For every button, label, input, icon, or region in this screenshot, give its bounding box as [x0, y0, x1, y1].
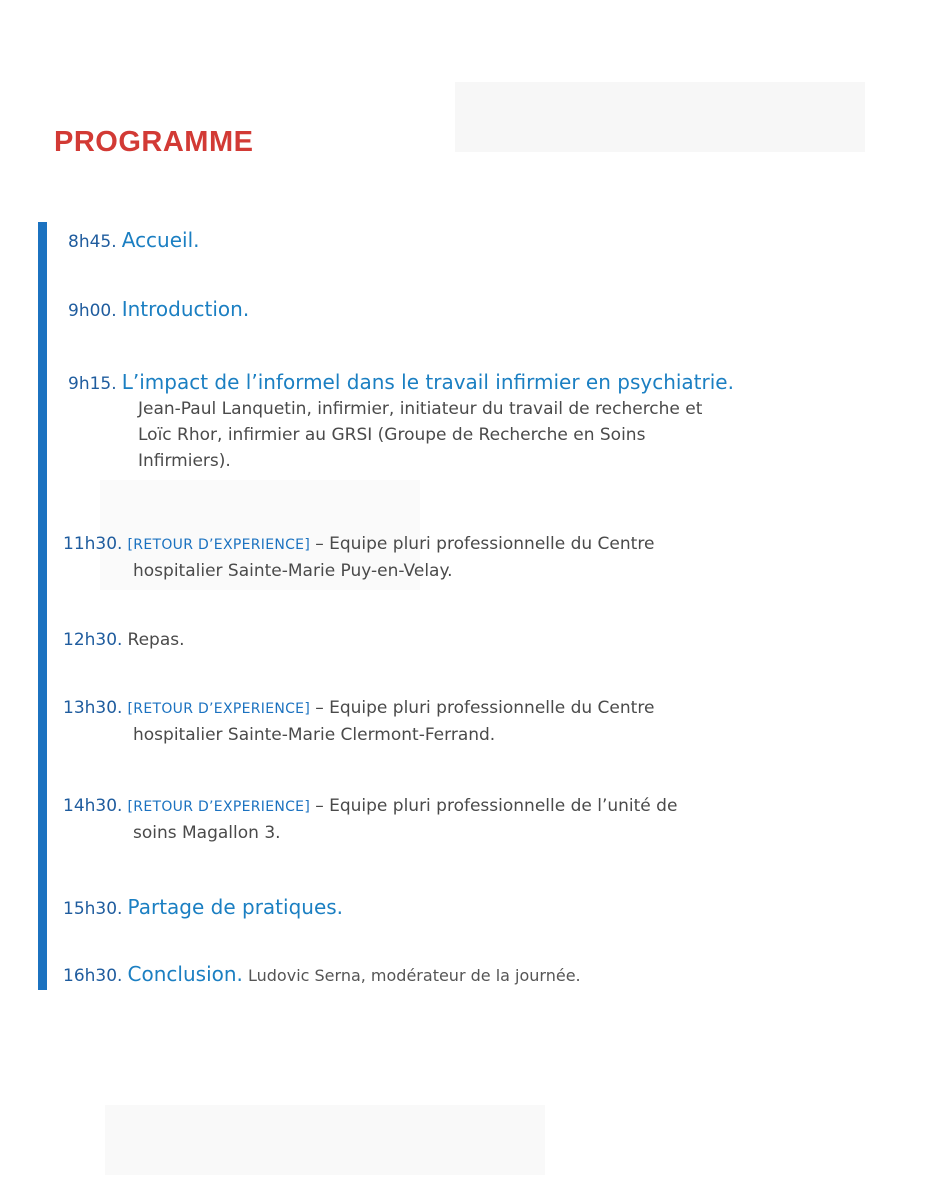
- schedule-heading: L’impact de l’informel dans le travail infirmier en psychiatrie.: [121, 370, 734, 394]
- speaker-line: Loïc Rhor, infirmier au GRSI (Groupe de Recherche en Soins: [138, 425, 646, 445]
- schedule-item-repas: [63, 630, 863, 650]
- schedule-item-retour-experience: [63, 698, 863, 748]
- schedule-description: – Equipe pluri professionnelle du Centre: [315, 534, 655, 554]
- schedule-item-impact-informel: [68, 370, 868, 474]
- schedule-item-partage-pratiques: [63, 895, 863, 919]
- schedule-heading: Accueil.: [121, 228, 200, 252]
- schedule-time: 16h30.: [63, 966, 123, 986]
- schedule-time: 15h30.: [63, 899, 123, 919]
- schedule-time: 14h30.: [63, 796, 123, 816]
- schedule-description-line: soins Magallon 3.: [133, 823, 281, 843]
- schedule-heading: Introduction.: [121, 297, 250, 321]
- schedule-description: – Equipe pluri professionnelle de l’unité de: [315, 796, 678, 816]
- speaker-line: Jean-Paul Lanquetin, infirmier, initiateur du travail de recherche et: [138, 399, 703, 419]
- bleed-through-banner: [455, 82, 865, 152]
- schedule-heading: Conclusion.: [127, 962, 243, 986]
- timeline-bar: [38, 222, 47, 990]
- schedule-time: 11h30.: [63, 534, 123, 554]
- schedule-description: Repas.: [127, 630, 185, 650]
- retour-experience-tag: [RETOUR D’EXPERIENCE]: [127, 799, 311, 815]
- speaker-line: Infirmiers).: [138, 451, 231, 471]
- page-title: PROGRAMME: [54, 126, 254, 158]
- schedule-item-conclusion: [63, 962, 863, 986]
- schedule-time: 9h15.: [68, 374, 117, 394]
- schedule-item-introduction: [68, 297, 868, 321]
- schedule-item-retour-experience: [63, 796, 863, 846]
- schedule-time: 8h45.: [68, 232, 117, 252]
- bleed-through-logo: [105, 1105, 545, 1175]
- schedule-item-retour-experience: [63, 534, 863, 584]
- retour-experience-tag: [RETOUR D’EXPERIENCE]: [127, 701, 311, 717]
- schedule-heading: Partage de pratiques.: [127, 895, 344, 919]
- schedule-time: 13h30.: [63, 698, 123, 718]
- schedule-description-line: hospitalier Sainte-Marie Puy-en-Velay.: [133, 561, 453, 581]
- schedule-time: 9h00.: [68, 301, 117, 321]
- schedule-item-accueil: [68, 228, 868, 252]
- schedule-time: 12h30.: [63, 630, 123, 650]
- schedule-description: – Equipe pluri professionnelle du Centre: [315, 698, 655, 718]
- schedule-description-line: hospitalier Sainte-Marie Clermont-Ferrand.: [133, 725, 496, 745]
- speaker-line: Ludovic Serna, modérateur de la journée.: [248, 966, 581, 985]
- retour-experience-tag: [RETOUR D’EXPERIENCE]: [127, 537, 311, 553]
